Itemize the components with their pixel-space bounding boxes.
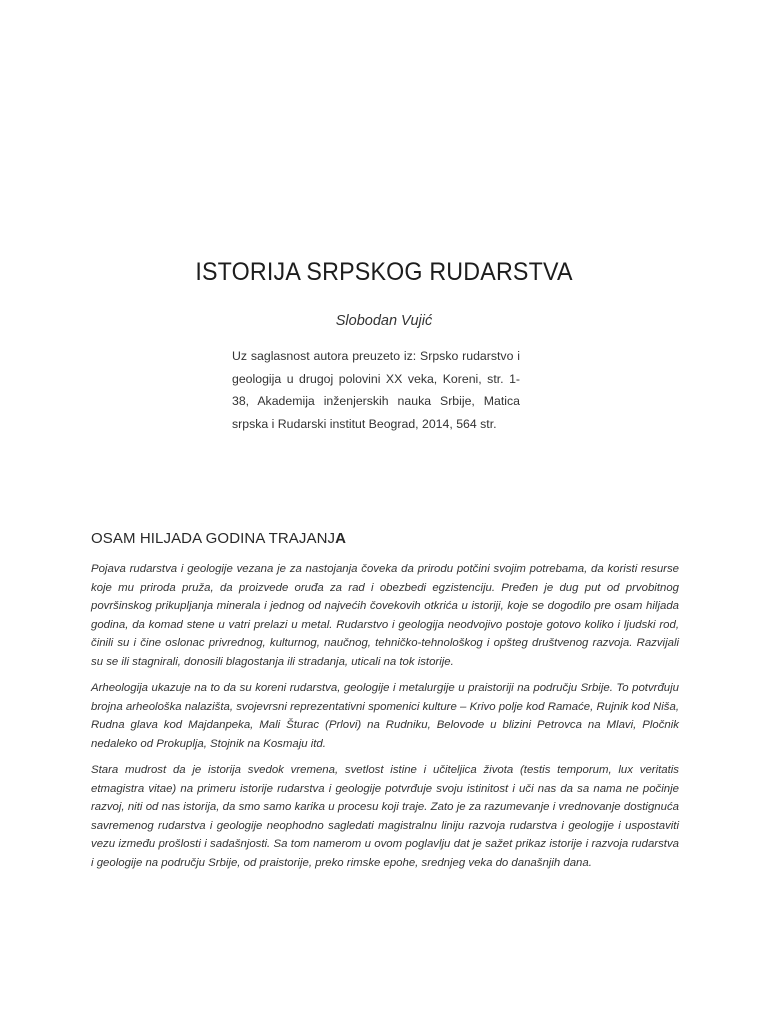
document-title: ISTORIJA SRPSKOG RUDARSTVA	[195, 258, 573, 286]
paragraph: Arheologija ukazuje na to da su koreni rudarstva, geologije i metalurgije u praistoriji na području Srbije. To potvrđuju brojna arheološka nalazišta, svojevrsni reprezentativni spomenici kulture – Krivo polje kod Ramaće, Rujnik kod Niša, Rudna glava kod Majdanpeka, Mali Šturac (Prlovi) na Rudniku, Belovode u blizini Petrovca na Mlavi, Pločnik nedaleko od Prokuplja, Stojnik na Kosmaju itd.	[91, 682, 679, 750]
paragraph: Stara mudrost da je istorija svedok vremena, svetlost istine i učiteljica života (testis temporum, lux veritatis etmagistra vitae) na primeru istorije rudarstva i geologije potvrđuje svoju istinitost i uči nas da sa nama ne počinje razvoj, niti od nas istorija, da smo samo karika u procesu koji traje. Zato je za razumevanje i vrednovanje dostignuća savremenog rudarstva i geologije neophodno sagledati magistralnu liniju razvoja rudarstva i geologije i uspostaviti vezu između prošlosti i sadašnjosti. Sa tom namerom u ovom poglavlju dat je sažet prikaz istorije i razvoja rudarstva i geologije na području Srbije, od praistorije, preko rimske epohe, srednjeg veka do današnjih dana.	[91, 764, 679, 869]
section-heading-main: OSAM HILJADA GODINA TRAJANJ	[91, 530, 336, 547]
section-heading-last-letter: A	[335, 530, 347, 547]
paragraph: Pojava rudarstva i geologije vezana je za nastojanja čoveka da prirodu potčini svojim potrebama, da koristi resurse koje mu priroda pruža, da proizvede oruđa za rad i obezbedi egzistenciju. Pređen je dug put od prvobitnog površinskog prikupljanja minerala i jednog od najvećih čovekovih otkrića u istoriji, koje se dogodilo pre osam hiljada godina, da komad stene u vatri prelazi u metal. Rudarstvo i geologija neodvojivo postoje gotovo koliko i ljudski rod, činili su i čine oslonac privrednog, kulturnog, naučnog, tehničko-tehnološkog i opšteg društvenog razvoja. Razvijali su se ili stagnirali, donosili blagostanja ili stradanja, uticali na tok istorije.	[91, 563, 679, 668]
section-heading	[91, 530, 346, 547]
author-name: Slobodan Vujić	[335, 313, 433, 329]
section-body	[91, 560, 679, 880]
source-note: Uz saglasnost autora preuzeto iz: Srpsko rudarstvo i geologija u drugoj polovini XX veka, Koreni, str. 1-38, Akademija inženjerskih nauka Srbije, Matica srpska i Rudarski institut Beograd, 2014, 564 str.	[232, 349, 520, 431]
